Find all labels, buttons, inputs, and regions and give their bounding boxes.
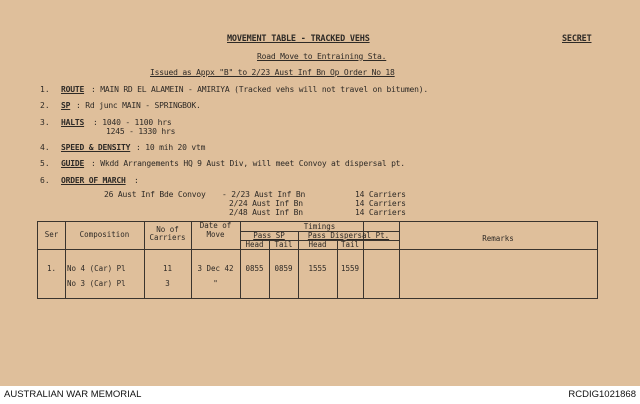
cell-dp-tail: 1559 (340, 264, 360, 273)
item-number: 4. (40, 143, 50, 152)
item-number: 3. (40, 118, 50, 127)
cell-composition: No 4 (Car) Pl (67, 264, 126, 273)
cell-date: " (213, 279, 218, 288)
document-title: MOVEMENT TABLE - TRACKED VEHS (227, 34, 370, 44)
document-subtitle: Road Move to Entraining Sta. (257, 52, 387, 61)
item-text: : (134, 176, 139, 185)
cell-date: 3 Dec 42 (197, 264, 234, 273)
item-number: 2. (40, 101, 50, 110)
item-number: 5. (40, 159, 50, 168)
item-text: : MAIN RD EL ALAMEIN - AMIRIYA (Tracked vehs will not travel on bitumen). (91, 85, 428, 94)
cell-carriers: 11 (162, 264, 173, 273)
march-carriers: 14 Carriers (355, 208, 406, 217)
item-text: : Wkdd Arrangements HQ 9 Aust Div, will meet Convoy at dispersal pt. (91, 159, 405, 168)
footer-record-id: RCDIG1021868 (568, 389, 636, 400)
march-carriers: 14 Carriers (355, 190, 406, 199)
march-carriers: 14 Carriers (355, 199, 406, 208)
header-date-of-move: Date of Move (199, 221, 232, 239)
cell-sp-head: 0855 (245, 264, 264, 273)
header-sp-head: Head (245, 240, 264, 249)
item-label: HALTS (61, 118, 85, 127)
header-dp-head: Head (308, 240, 327, 249)
march-unit: 2/48 Aust Inf Bn (229, 208, 303, 217)
item-label: ROUTE (61, 85, 85, 94)
item-label: SP (61, 101, 71, 110)
cell-carriers: 3 (165, 279, 170, 288)
item-label: ORDER OF MARCH (61, 176, 126, 185)
item-text-secondary: 1245 - 1330 hrs (106, 127, 176, 136)
item-label: GUIDE (61, 159, 85, 168)
header-sp-tail: Tail (274, 240, 293, 249)
march-unit: - 2/23 Aust Inf Bn (222, 190, 306, 199)
header-dp-tail: Tail (340, 240, 360, 249)
item-number: 1. (40, 85, 50, 94)
item-text: : 10 mih 20 vtm (136, 143, 206, 152)
march-unit: 2/24 Aust Inf Bn (229, 199, 303, 208)
classification-marking: SECRET (562, 34, 592, 44)
item-text: : 1040 - 1100 hrs (93, 118, 172, 127)
header-composition: Composition (79, 230, 130, 239)
cell-ser: 1. (46, 264, 57, 273)
convoy-name: 26 Aust Inf Bde Convoy (104, 190, 206, 199)
item-label: SPEED & DENSITY (61, 143, 131, 152)
header-timings: Timings (303, 222, 336, 231)
cell-dp-head: 1555 (308, 264, 327, 273)
header-remarks: Remarks (482, 234, 514, 243)
footer-institution: AUSTRALIAN WAR MEMORIAL (4, 389, 142, 400)
item-number: 6. (40, 176, 50, 185)
cell-sp-tail: 0859 (274, 264, 293, 273)
issued-line: Issued as Appx "B" to 2/23 Aust Inf Bn Op Order No 18 (150, 68, 395, 77)
header-pass-sp: Pass SP (253, 231, 285, 240)
movement-table (37, 221, 598, 299)
header-no-of-carriers: No of Carriers (149, 225, 186, 242)
header-ser: Ser (44, 230, 59, 239)
header-pass-dispersal: Pass Dispersal Pt. (307, 231, 390, 240)
cell-composition: No 3 (Car) Pl (67, 279, 126, 288)
item-text: : Rd junc MAIN - SPRINGBOK. (76, 101, 201, 110)
